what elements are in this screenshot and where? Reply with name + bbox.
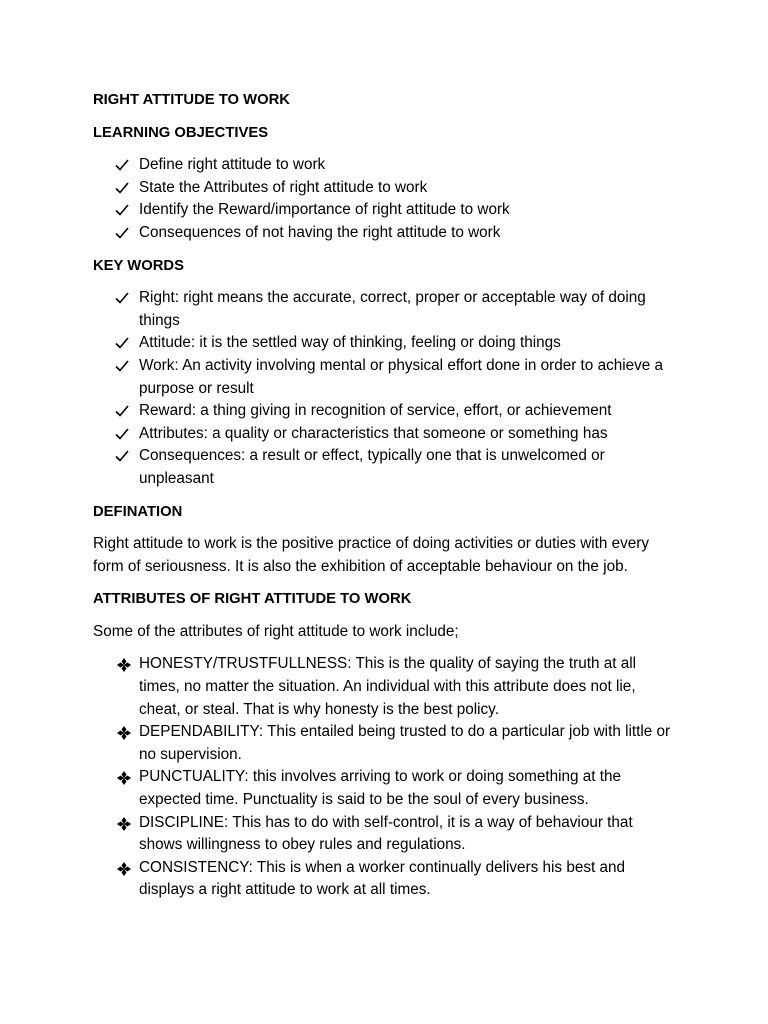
list-item <box>93 857 678 902</box>
learning-objectives-list <box>93 154 678 244</box>
list-item-text: DEPENDABILITY: This entailed being trusted to do a particular job with little or no supervision. <box>139 723 671 763</box>
four-diamond-icon <box>117 658 131 672</box>
check-mark-icon <box>115 428 129 440</box>
four-diamond-icon <box>117 862 131 876</box>
list-item-text: Consequences of not having the right attitude to work <box>139 223 501 241</box>
check-mark-icon <box>115 405 129 417</box>
list-item <box>93 154 678 177</box>
list-item <box>93 287 678 332</box>
list-item-text: Identify the Reward/importance of right attitude to work <box>139 201 510 219</box>
list-item-text: Consequences: a result or effect, typically one that is unwelcomed or unpleasant <box>139 447 605 487</box>
list-item <box>93 400 678 423</box>
attributes-list <box>93 653 678 902</box>
list-item <box>93 445 678 490</box>
definition-heading: DEFINATION <box>93 503 183 520</box>
list-item-text: DISCIPLINE: This has to do with self-control, it is a way of behaviour that shows willingness to obey rules and regulations. <box>139 813 633 854</box>
four-diamond-icon <box>117 817 131 831</box>
list-item-text: State the Attributes of right attitude to work <box>139 178 428 196</box>
list-item <box>93 222 678 245</box>
list-item-text: Attitude: it is the settled way of thinking, feeling or doing things <box>139 334 561 352</box>
check-mark-icon <box>115 292 129 304</box>
list-item <box>93 653 678 721</box>
list-item-text: PUNCTUALITY: this involves arriving to work or doing something at the expected time. Punctuality is said to be the soul of every business. <box>139 768 622 809</box>
key-words-heading: KEY WORDS <box>93 257 184 274</box>
check-mark-icon <box>115 360 129 372</box>
list-item-text: Work: An activity involving mental or physical effort done in order to achieve a purpose or result <box>139 356 664 397</box>
learning-objectives-heading: LEARNING OBJECTIVES <box>93 124 269 141</box>
key-words-list <box>93 287 678 490</box>
list-item <box>93 199 678 222</box>
check-mark-icon <box>115 450 129 462</box>
document-title: RIGHT ATTITUDE TO WORK <box>93 92 290 108</box>
attributes-intro: Some of the attributes of right attitude to work include; <box>93 622 459 640</box>
list-item-text: HONESTY/TRUSTFULLNESS: This is the quality of saying the truth at all times, no matter the situation. An individual with this attribute does not lie, cheat, or steal. That is why honesty is the best policy. <box>139 655 637 718</box>
list-item-text: Right: right means the accurate, correct, proper or acceptable way of doing things <box>139 289 646 329</box>
list-item-text: Define right attitude to work <box>139 156 326 174</box>
list-item <box>93 766 678 811</box>
check-mark-icon <box>115 337 129 349</box>
check-mark-icon <box>115 204 129 216</box>
list-item <box>93 423 678 446</box>
list-item-text: Reward: a thing giving in recognition of service, effort, or achievement <box>139 402 612 420</box>
definition-paragraph: Right attitude to work is the positive practice of doing activities or duties with every form of seriousness. It is also the exhibition of acceptable behaviour on the job. <box>93 535 650 575</box>
check-mark-icon <box>115 159 129 171</box>
check-mark-icon <box>115 182 129 194</box>
list-item-text: Attributes: a quality or characteristics that someone or something has <box>139 424 608 442</box>
check-mark-icon <box>115 227 129 239</box>
list-item <box>93 812 678 857</box>
list-item-text: CONSISTENCY: This is when a worker continually delivers his best and displays a right attitude to work at all times. <box>139 858 626 899</box>
list-item <box>93 177 678 200</box>
attributes-heading: ATTRIBUTES OF RIGHT ATTITUDE TO WORK <box>93 591 412 608</box>
list-item <box>93 721 678 766</box>
list-item <box>93 332 678 355</box>
list-item <box>93 355 678 400</box>
four-diamond-icon <box>117 726 131 740</box>
four-diamond-icon <box>117 771 131 785</box>
